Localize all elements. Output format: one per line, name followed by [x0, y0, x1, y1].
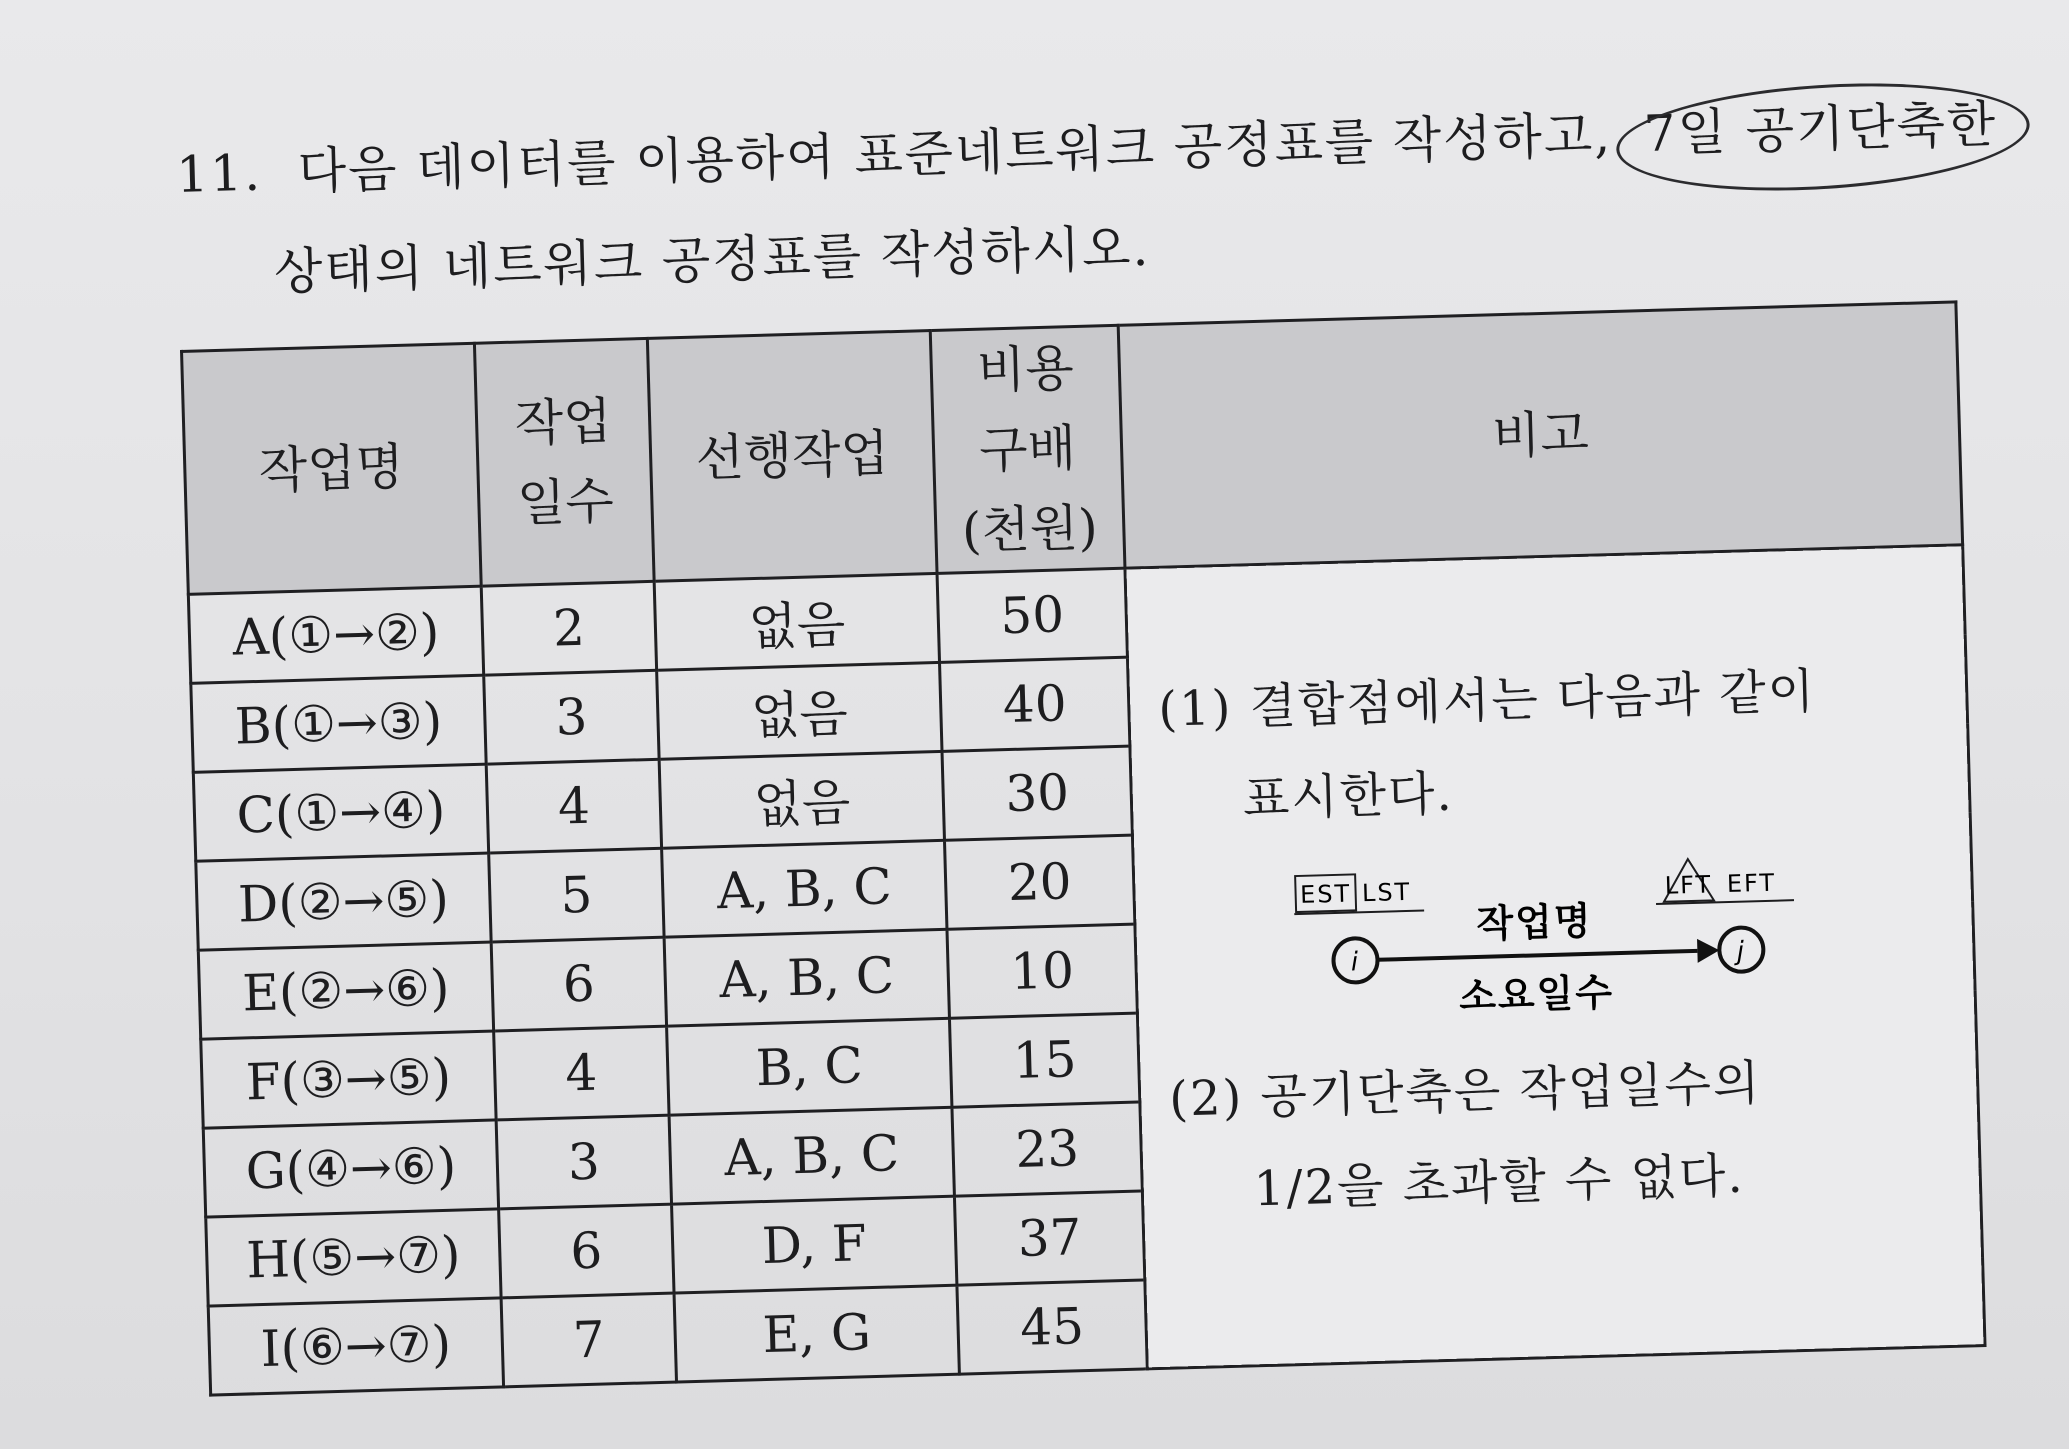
data-table-wrapper [180, 300, 1987, 1396]
cell-predecessor: A, B, C [669, 1107, 954, 1204]
cell-cost-slope: 45 [957, 1280, 1147, 1374]
circled-annotation-text: 7일 공기단축한 [1643, 95, 1999, 163]
cell-cost-slope: 30 [942, 746, 1132, 840]
header-duration-line1: 작업 [514, 391, 613, 453]
est-label: EST [1299, 879, 1352, 909]
remark-1-line1: (1) 결합점에서는 다음과 같이 [1157, 663, 1817, 738]
remarks-content [1127, 546, 1980, 1238]
cell-activity-name: B(①→③) [191, 675, 486, 772]
activity-name-label: 작업명 [1475, 898, 1594, 947]
duration-label: 소요일수 [1458, 970, 1615, 1019]
cell-predecessor: A, B, C [664, 929, 949, 1026]
remark-2-line2: 1/2을 초과할 수 없다. [1253, 1147, 1746, 1218]
cell-predecessor: B, C [667, 1018, 952, 1115]
cell-activity-name: C(①→④) [193, 764, 488, 861]
cell-predecessor: 없음 [654, 573, 939, 670]
cell-cost-slope: 50 [937, 568, 1127, 662]
cell-duration: 4 [494, 1026, 669, 1120]
header-cost-line2: 구배 [978, 419, 1077, 480]
circled-annotation [1628, 74, 2012, 185]
cell-cost-slope: 15 [949, 1013, 1139, 1107]
cell-duration: 7 [501, 1293, 676, 1387]
remark-2-line1: (2) 공기단축은 작업일수의 [1168, 1055, 1763, 1128]
cell-duration: 4 [486, 759, 661, 853]
eft-label: EFT [1726, 868, 1777, 899]
question-text-part1: 다음 데이터를 이용하여 표준네트워크 공정표를 작성하고, [297, 105, 1613, 201]
cell-cost-slope: 37 [954, 1191, 1144, 1285]
cell-cost-slope: 23 [952, 1102, 1142, 1196]
header-cost-slope [930, 325, 1125, 573]
cell-activity-name: F(③→⑤) [201, 1031, 496, 1128]
cell-duration: 3 [484, 670, 659, 764]
node-j-label: j [1736, 936, 1747, 967]
question-number: 11. [175, 143, 263, 204]
cell-predecessor: D, F [672, 1196, 957, 1293]
header-remarks: 비고 [1118, 302, 1962, 568]
node-i-label: i [1350, 947, 1361, 978]
cell-activity-name: G(④→⑥) [203, 1120, 498, 1217]
question-text [175, 75, 1999, 325]
header-duration [474, 338, 654, 586]
activity-arrow-line [1377, 951, 1697, 960]
question-line-2: 상태의 네트워크 공정표를 작성하시오. [273, 218, 1151, 302]
header-activity-name: 작업명 [182, 343, 482, 594]
cell-cost-slope: 20 [944, 835, 1134, 929]
activity-table [180, 300, 1987, 1396]
node-legend-diagram [1293, 852, 1817, 1026]
cell-activity-name: A(①→②) [188, 586, 483, 683]
lft-label: LFT [1664, 870, 1713, 900]
cell-duration: 6 [491, 937, 666, 1031]
cell-activity-name: I(⑥→⑦) [208, 1298, 503, 1395]
header-predecessor: 선행작업 [647, 331, 937, 582]
cell-predecessor: 없음 [657, 662, 942, 759]
activity-arrow-head [1697, 938, 1720, 963]
cell-activity-name: E(②→⑥) [198, 942, 493, 1039]
table-header-row [182, 302, 1963, 594]
cell-predecessor: A, B, C [662, 840, 947, 937]
header-duration-line2: 일수 [516, 471, 615, 533]
cell-cost-slope: 40 [940, 657, 1130, 751]
remarks-cell [1125, 545, 1985, 1369]
cell-duration: 5 [489, 848, 664, 942]
lst-label: LST [1361, 877, 1412, 908]
header-cost-line3: (천원) [961, 498, 1099, 561]
cell-activity-name: D(②→⑤) [196, 853, 491, 950]
cell-duration: 3 [496, 1115, 671, 1209]
cell-duration: 6 [499, 1204, 674, 1298]
cell-cost-slope: 10 [947, 924, 1137, 1018]
cell-duration: 2 [481, 581, 656, 675]
header-cost-line1: 비용 [976, 339, 1075, 400]
cell-activity-name: H(⑤→⑦) [206, 1209, 501, 1306]
cell-predecessor: E, G [674, 1285, 959, 1382]
cell-predecessor: 없음 [659, 751, 944, 848]
remark-1-line2: 표시한다. [1242, 765, 1455, 828]
